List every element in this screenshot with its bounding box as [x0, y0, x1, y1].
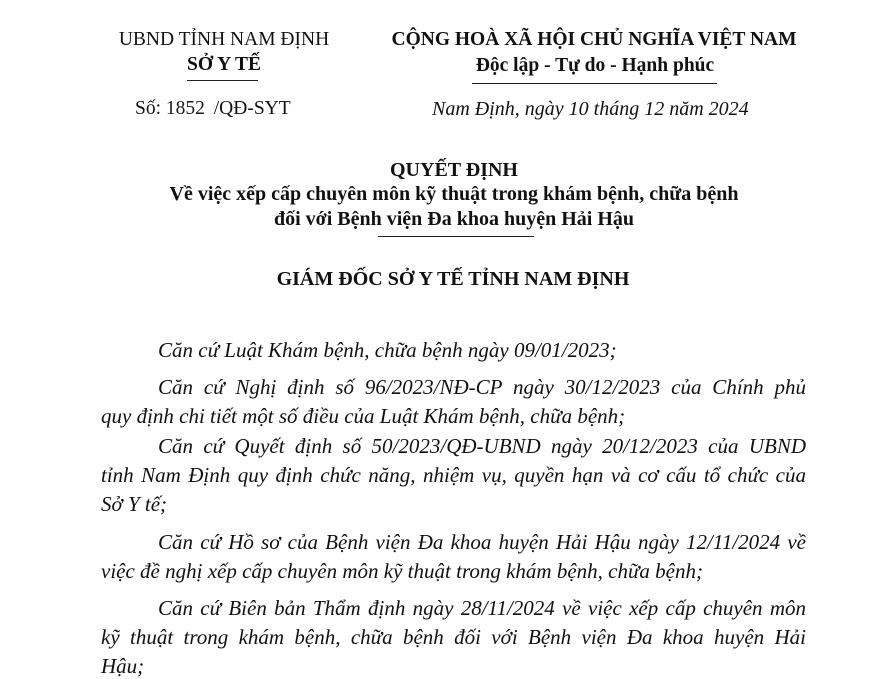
legal-basis-line: Căn cứ Nghị định số 96/2023/NĐ-CP ngày 30/12/2023 của Chính phủ	[158, 375, 806, 399]
place-date-prefix: Nam Định, ngày	[432, 98, 564, 120]
place-date-month-year: tháng 12 năm 2024	[593, 98, 749, 120]
document-number	[135, 98, 291, 120]
document-title: QUYẾT ĐỊNH	[390, 159, 518, 181]
legal-basis-line: Căn cứ Hồ sơ của Bệnh viện Đa khoa huyện Hải Hậu ngày 12/11/2024 về	[158, 530, 806, 554]
legal-basis-line: Căn cứ Biên bản Thẩm định ngày 28/11/2024 về việc xếp cấp chuyên môn	[158, 596, 806, 620]
document-number-label: Số:	[135, 98, 162, 119]
legal-basis-line: việc đề nghị xếp cấp chuyên môn kỹ thuật trong khám bệnh, chữa bệnh;	[101, 559, 703, 583]
document-subject-line-1: Về việc xếp cấp chuyên môn kỹ thuật trong khám bệnh, chữa bệnh	[169, 183, 739, 205]
title-underline-divider	[378, 236, 534, 237]
issuing-authority: GIÁM ĐỐC SỞ Y TẾ TỈNH NAM ĐỊNH	[276, 268, 630, 290]
parent-agency: UBND TỈNH NAM ĐỊNH	[118, 29, 330, 50]
legal-basis-line: quy định chi tiết một số điều của Luật Khám bệnh, chữa bệnh;	[101, 404, 626, 428]
legal-basis-line: tỉnh Nam Định quy định chức năng, nhiệm vụ, quyền hạn và cơ cấu tổ chức của	[101, 463, 806, 487]
place-date-day: 10	[568, 98, 589, 120]
document-number-suffix: /QĐ-SYT	[213, 98, 291, 119]
place-and-date	[432, 98, 749, 121]
document-subject-line-2: đối với Bệnh viện Đa khoa huyện Hải Hậu	[273, 208, 635, 230]
document-number-value: 1852	[165, 98, 205, 119]
national-motto: Độc lập - Tự do - Hạnh phúc	[475, 55, 715, 76]
legal-basis-line: Căn cứ Luật Khám bệnh, chữa bệnh ngày 09/01/2023;	[158, 338, 617, 362]
legal-basis-line: Hậu;	[101, 654, 145, 678]
legal-basis-line: kỹ thuật trong khám bệnh, chữa bệnh đối với Bệnh viện Đa khoa huyện Hải	[101, 625, 806, 649]
agency-name: SỞ Y TẾ	[186, 54, 262, 75]
motto-underline-divider	[472, 83, 717, 84]
legal-basis-line: Căn cứ Quyết định số 50/2023/QĐ-UBND ngày 20/12/2023 của UBND	[158, 434, 806, 458]
legal-basis-line: Sở Y tế;	[101, 492, 168, 516]
agency-underline-divider	[187, 80, 258, 81]
national-title: CỘNG HOÀ XÃ HỘI CHỦ NGHĨA VIỆT NAM	[391, 29, 797, 50]
